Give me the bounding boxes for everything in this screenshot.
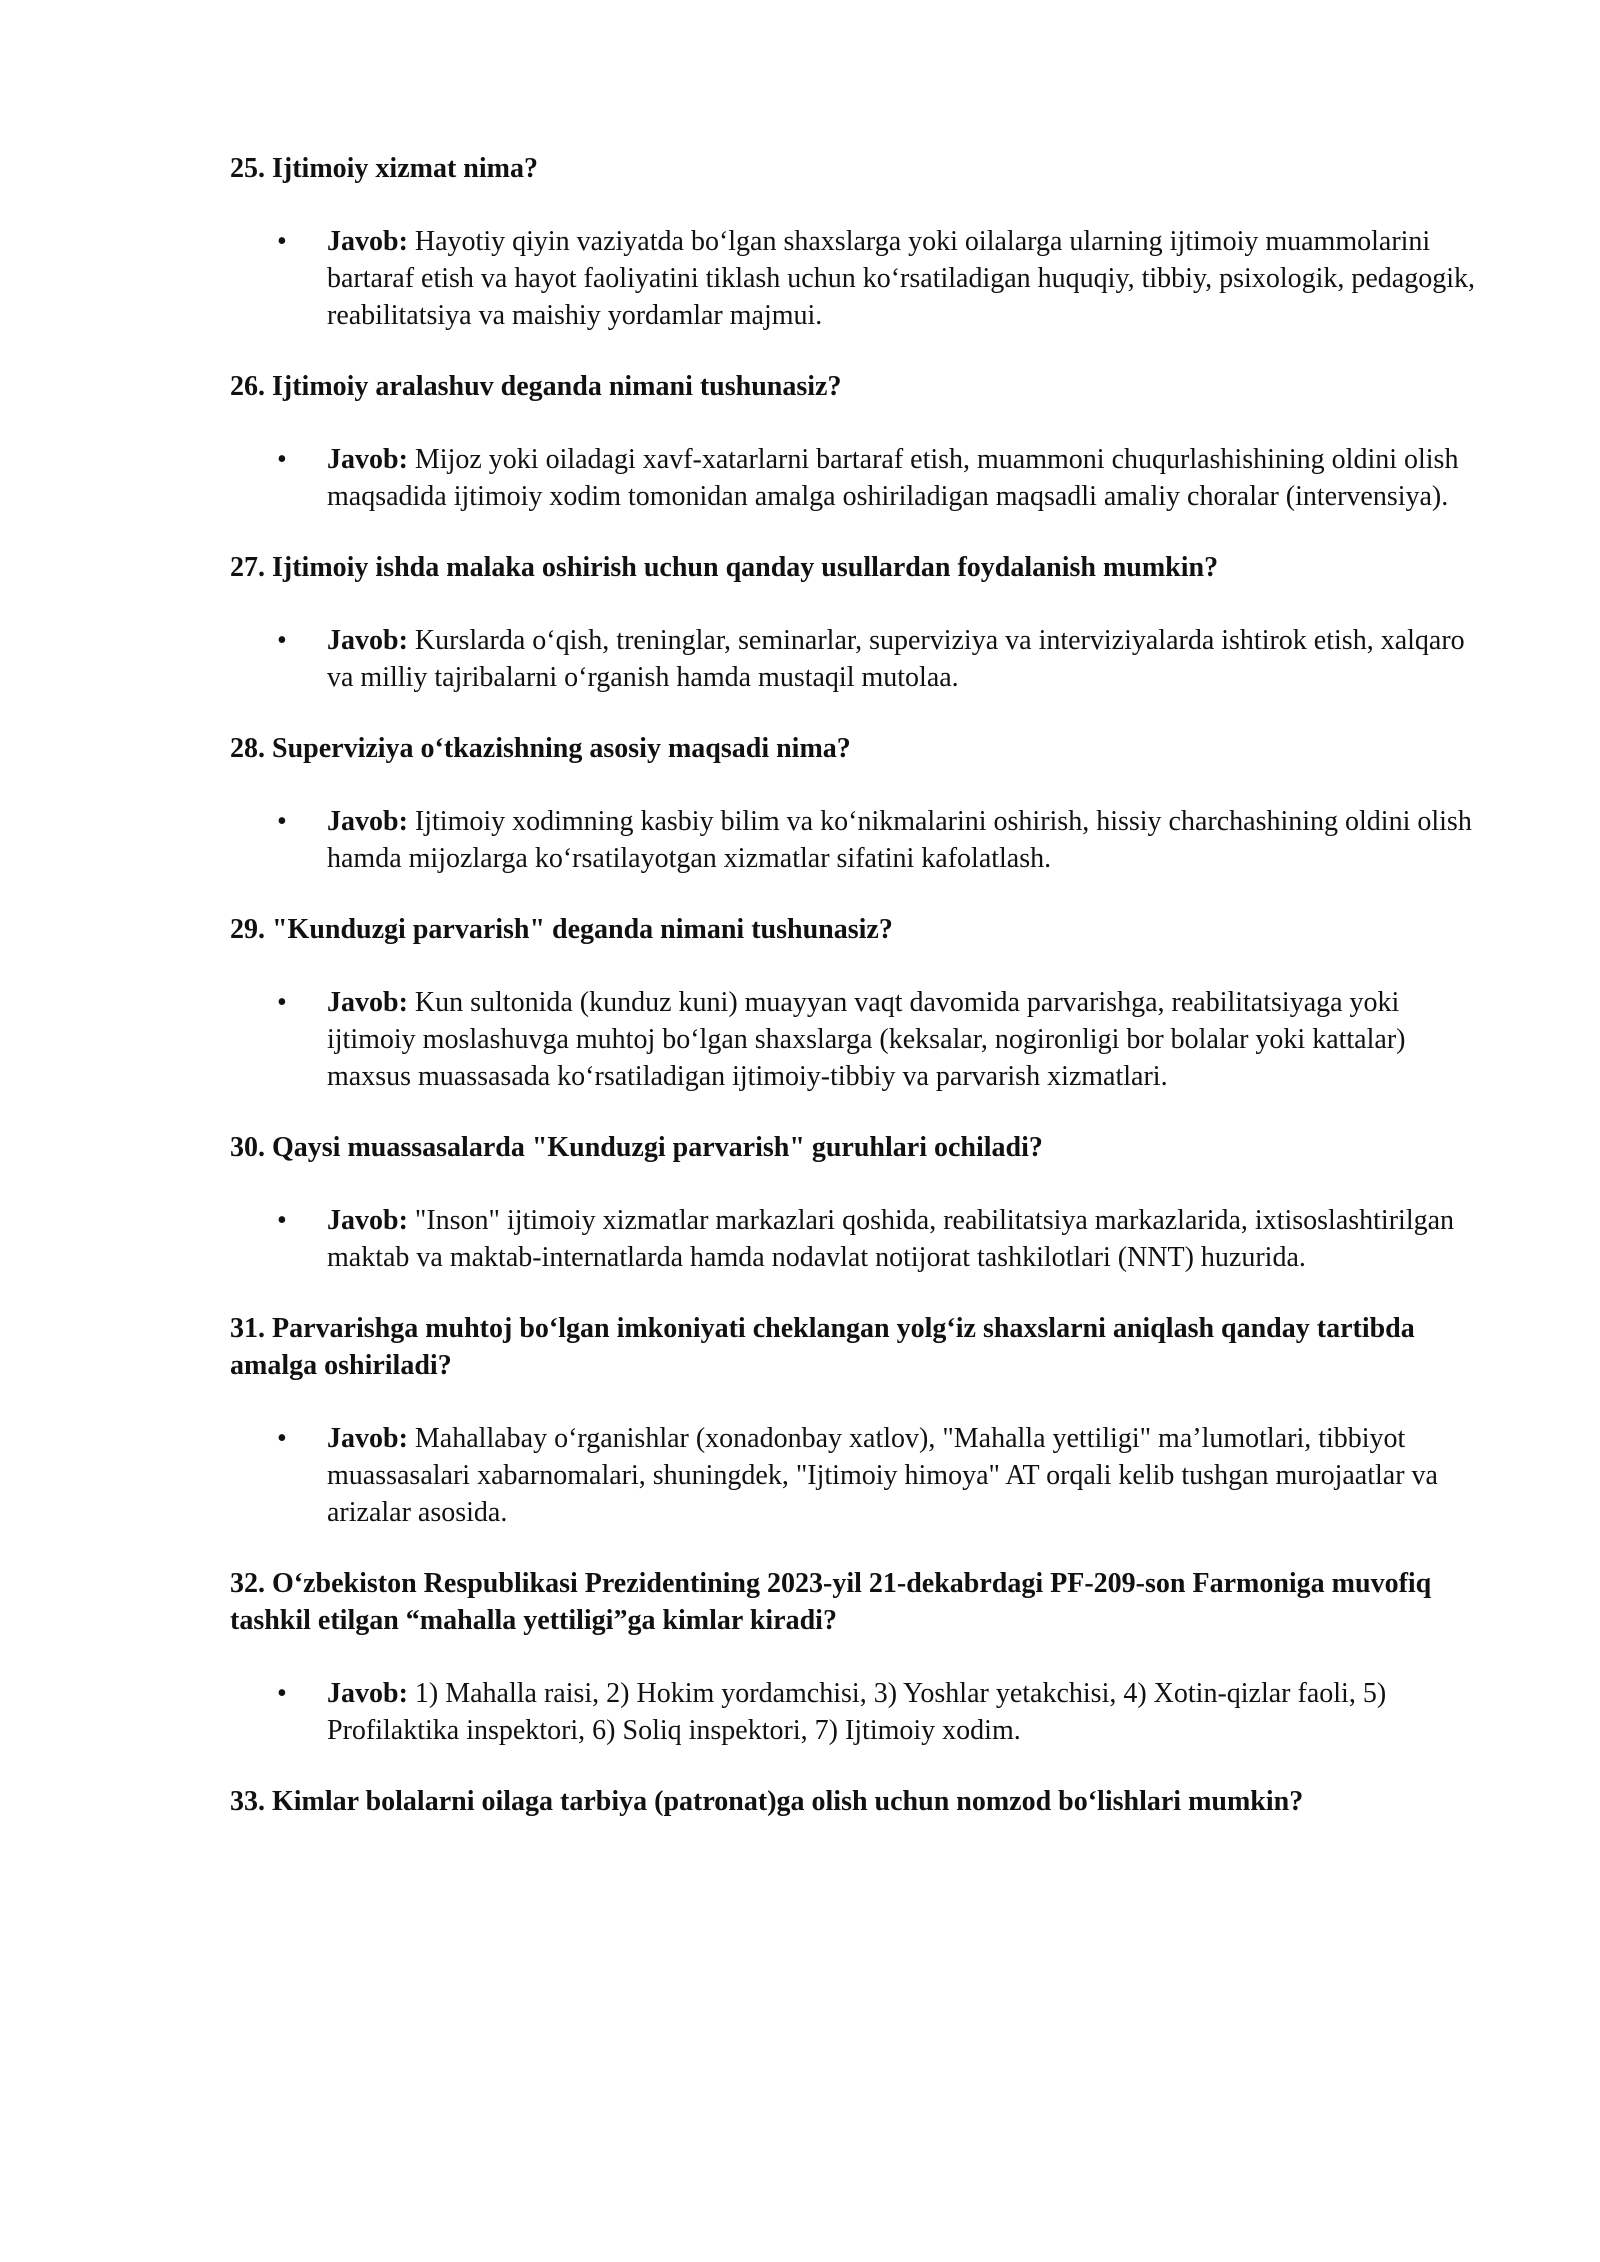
answer-label: Javob:: [327, 625, 415, 656]
question-heading: 28. Superviziya o‘tkazishning asosiy maqsadi nima?: [230, 733, 851, 764]
qa-item-31: [230, 1310, 1490, 1531]
qa-item-25: [230, 150, 1490, 334]
answer-label: Javob:: [327, 226, 415, 257]
bullet-icon: •: [277, 987, 287, 1018]
qa-item-28: [230, 730, 1490, 877]
qa-item-29: [230, 911, 1490, 1095]
bullet-icon: •: [277, 1678, 287, 1709]
answer-text: Mahallabay o‘rganishlar (xonadonbay xatlov), "Mahalla yettiligi" ma’lumotlari, tibbiyot muassasalari xabarnomalari, shuningdek, "Ijtimoiy himoya" AT orqali kelib tushgan murojaatlar va arizalar asosida.: [327, 1423, 1438, 1528]
answer-text: Hayotiy qiyin vaziyatda bo‘lgan shaxslarga yoki oilalarga ularning ijtimoiy muammolarini bartaraf etish va hayot faoliyatini tiklash uchun ko‘rsatiladigan huquqiy, tibbiy, psixologik, pedagogik, reabilitatsiya va maishiy yordamlar majmui.: [327, 226, 1476, 331]
bullet-icon: •: [277, 1205, 287, 1236]
answer-text: 1) Mahalla raisi, 2) Hokim yordamchisi, 3) Yoshlar yetakchisi, 4) Xotin-qizlar faoli, 5) Profilaktika inspektori, 6) Soliq inspektori, 7) Ijtimoiy xodim.: [327, 1678, 1387, 1746]
answer-label: Javob:: [327, 1423, 415, 1454]
question-heading: 25. Ijtimoiy xizmat nima?: [230, 153, 538, 184]
answer-bullet-item: [230, 984, 1490, 1095]
answer-bullet-item: [230, 1420, 1490, 1531]
bullet-icon: •: [277, 444, 287, 475]
question-heading: 32. O‘zbekiston Respublikasi Prezidentining 2023-yil 21-dekabrdagi PF-209-son Farmoniga muvofiq tashkil etilgan “mahalla yettiligi”ga kimlar kiradi?: [230, 1568, 1432, 1636]
answer-label: Javob:: [327, 987, 415, 1018]
question-heading: 27. Ijtimoiy ishda malaka oshirish uchun qanday usullardan foydalanish mumkin?: [230, 552, 1219, 583]
question-heading: 31. Parvarishga muhtoj bo‘lgan imkoniyati cheklangan yolg‘iz shaxslarni aniqlash qanday tartibda amalga oshiriladi?: [230, 1313, 1415, 1381]
answer-bullet-item: [230, 1202, 1490, 1276]
qa-item-27: [230, 549, 1490, 696]
answer-label: Javob:: [327, 806, 415, 837]
answer-bullet-item: [230, 803, 1490, 877]
answer-bullet-item: [230, 223, 1490, 334]
answer-bullet-item: [230, 1675, 1490, 1749]
answer-bullet-item: [230, 622, 1490, 696]
answer-label: Javob:: [327, 1678, 415, 1709]
question-heading: 26. Ijtimoiy aralashuv deganda nimani tushunasiz?: [230, 371, 842, 402]
document-page: [230, 150, 1490, 1856]
answer-text: Mijoz yoki oiladagi xavf-xatarlarni bartaraf etish, muammoni chuqurlashishining oldini olish maqsadida ijtimoiy xodim tomonidan amalga oshiriladigan maqsadli amaliy choralar (intervensiya).: [327, 444, 1459, 512]
bullet-icon: •: [277, 226, 287, 257]
bullet-icon: •: [277, 806, 287, 837]
question-heading: 30. Qaysi muassasalarda "Kunduzgi parvarish" guruhlari ochiladi?: [230, 1132, 1043, 1163]
answer-text: Kurslarda o‘qish, treninglar, seminarlar, superviziya va interviziyalarda ishtirok etish, xalqaro va milliy tajribalarni o‘rganish hamda mustaqil mutolaa.: [327, 625, 1465, 693]
qa-item-30: [230, 1129, 1490, 1276]
answer-label: Javob:: [327, 444, 415, 475]
answer-text: Kun sultonida (kunduz kuni) muayyan vaqt davomida parvarishga, reabilitatsiyaga yoki ijtimoiy moslashuvga muhtoj bo‘lgan shaxslarga (keksalar, nogironligi bor bolalar yoki kattalar) maxsus muassasada ko‘rsatiladigan ijtimoiy-tibbiy va parvarish xizmatlari.: [327, 987, 1406, 1092]
bullet-icon: •: [277, 625, 287, 656]
answer-text: Ijtimoiy xodimning kasbiy bilim va ko‘nikmalarini oshirish, hissiy charchashining oldini olish hamda mijozlarga ko‘rsatilayotgan xizmatlar sifatini kafolatlash.: [327, 806, 1472, 874]
answer-label: Javob:: [327, 1205, 415, 1236]
bullet-icon: •: [277, 1423, 287, 1454]
qa-item-32: [230, 1565, 1490, 1749]
question-heading: 33. Kimlar bolalarni oilaga tarbiya (patronat)ga olish uchun nomzod bo‘lishlari mumkin?: [230, 1786, 1304, 1817]
answer-text: "Inson" ijtimoiy xizmatlar markazlari qoshida, reabilitatsiya markazlarida, ixtisoslashtirilgan maktab va maktab-internatlarda hamda nodavlat notijorat tashkilotlari (NNT) huzurida.: [327, 1205, 1455, 1273]
question-heading: 29. "Kunduzgi parvarish" deganda nimani tushunasiz?: [230, 914, 893, 945]
qa-item-33: [230, 1783, 1490, 1820]
qa-item-26: [230, 368, 1490, 515]
answer-bullet-item: [230, 441, 1490, 515]
